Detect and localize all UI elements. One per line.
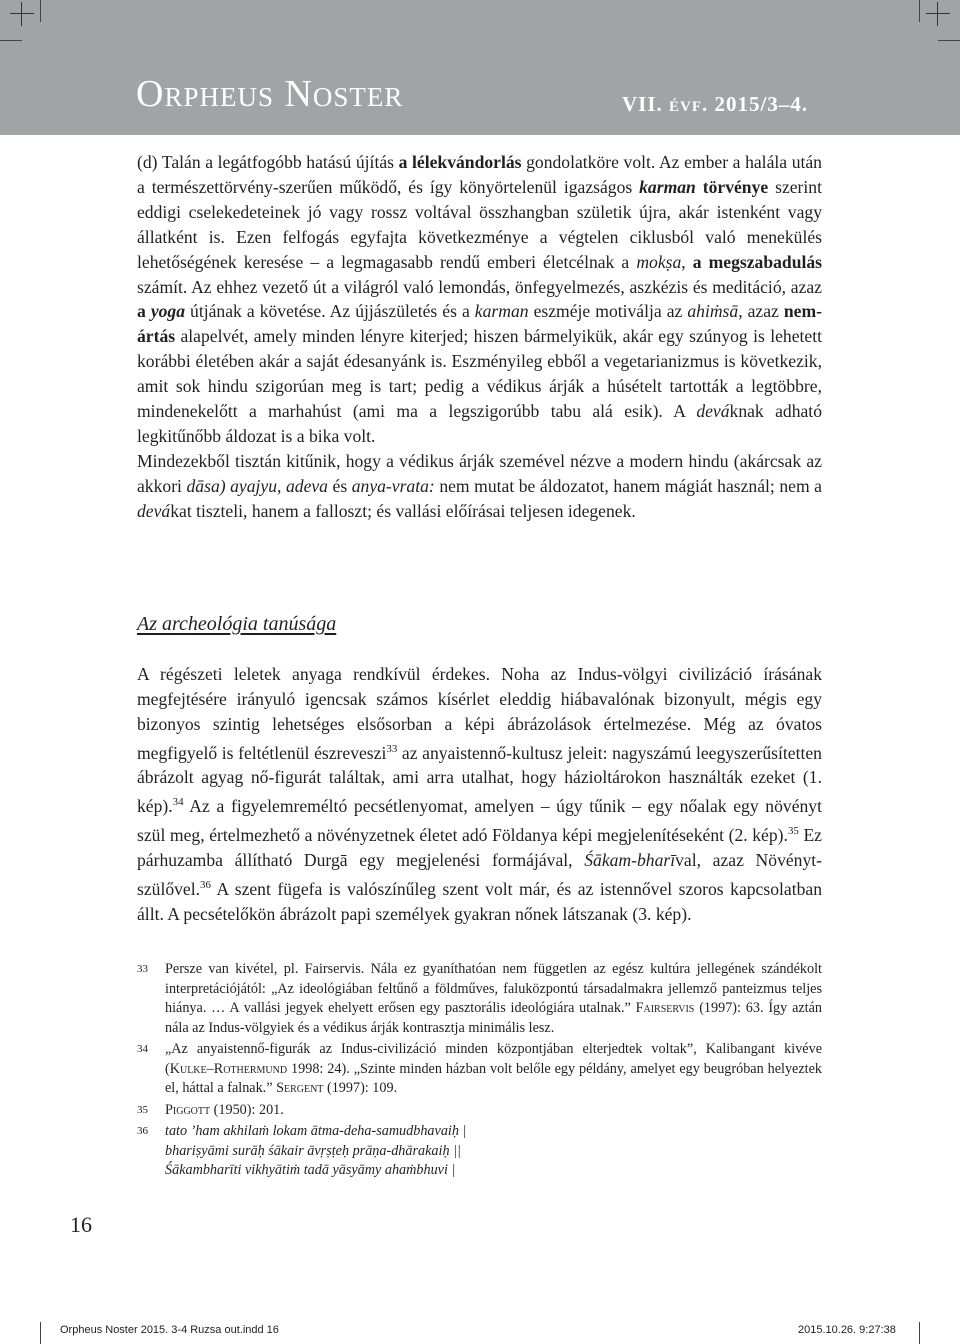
text-run: szerint eddigi cselekedeteinek jó vagy rossz voltával összhangban születik újra, akár istenként vagy állatként is. Ezen felfogás egyfajta következménye a végtelen ciklusból való menekülés lehetőségének keresése – a legmagasabb rendű emberi életcélnak a [137,176,822,272]
text-run: (1950): 201. [210,1101,284,1118]
text-run: ahiṁsā [687,301,739,322]
text-run: a megszabadulás [692,251,823,272]
text-run: A régészeti leletek anyaga rendkívül érdekes. Noha az Indus-völgyi civilizáció írásának megfejtésére irányuló igencsak számos kísérlet eleddig hiábavalónak bizonyult, mégis egy bizonyos szintig lehetséges elsősorban a képi ábrázolások értelmezése. Még az óvatos megfigyelő is feltétlenül észreveszi [137,664,822,763]
text-run: gondolatköre volt. Az ember a halála után a természettörvény-szerűen működő, és így könyörtelenül igazságos [137,152,822,197]
text-run: devá [137,500,171,521]
text-run: (1997): 63. Így aztán nála az Indus-völgyiek és a védikus árják kontrasztja minimális lesz. [165,1000,822,1036]
text-run: kat tiszteli, hanem a falloszt; és vallási előírásai teljesen idegenek. [170,500,636,521]
crop-mark [919,1322,920,1344]
text-run: val, azaz Növényt-szülővel. [137,849,823,899]
text-run: Piggott [165,1101,211,1118]
body-section-archeology [137,662,822,927]
footnote-verse-line: Śākambharīti vikhyātiṁ tadā yāsyāmy ahaṁbhuvi | [165,1162,456,1178]
text-run: törvénye [695,176,769,197]
footnote-number: 33 [137,963,148,975]
paragraph [137,449,822,524]
footnote-number: 34 [137,1043,148,1055]
text-run: devá [696,401,730,422]
text-run: Mindezekből tisztán kitűnik, hogy a védikus árják szemével nézve a modern hindu (akárcsak az akkori [137,450,822,496]
page-number: 16 [70,1212,92,1237]
body-section-d [137,150,822,524]
text-run: Ez párhuzamba állítható Durgā egy megjelenési formájával, [137,825,822,870]
journal-logo: Orpheus Noster [136,73,404,115]
text-run: A szent fügefa is valószínűleg szent volt már, és az istennővel szoros kapcsolatban állt. A pecsételőkön ábrázolt papi személyek gyakran nőnek látszanak (3. kép). [137,878,822,924]
paragraph [137,662,822,927]
footnote-ref: 33 [386,742,398,755]
text-run: Kulke–Rothermund [169,1060,288,1077]
crop-mark [0,40,22,41]
text-run: mokṣa [636,251,682,272]
text-run: yoga [150,301,186,322]
section-title: Az archeológia tanúsága [137,613,337,635]
text-run: Fairservis [635,1000,695,1016]
text-run: (d) Talán a legátfogóbb hatású újítás [137,152,399,172]
text-run: (1997): 109. [323,1080,398,1096]
paragraph [137,150,822,449]
text-run: alapelvét, amely minden lényre kiterjed; hiszen bármelyikük, akár egy szúnyog is lehetett korábbi életében akár a saját édesanyánk is. Eszményileg ebből a vegetarianizmus is következik, amit sok hindu szigorúan meg is tart; pedig a védikus árják a húsételt tartották a legtöbbre, mindenekelőtt a marhahúst (ami ma a legszigorúbb tabu alá esik). A [137,326,822,422]
text-run: Sergent [276,1080,324,1096]
text-run: nem mutat be áldozatot, hanem mágiát használ; nem a [434,475,822,496]
text-run: a [137,301,151,322]
footnote-ref: 35 [787,825,799,838]
registration-mark [926,2,950,26]
text-run: Persze van kivétel, pl. Fairservis. Nála ez gyaníthatóan nem független az egész kultúra jellegének szándékolt interpretációjától: „Az ideológiában feltűnő a földműves, faluközpontú társadalmakra jellemző panteizmus teljes hiánya. … A vallási jegyek ehelyett erősen egy pasztorális ideológiára utalnak.” [165,961,822,1016]
crop-mark [938,40,960,41]
text-run: karman [474,301,529,322]
footnote-number: 36 [137,1125,148,1137]
footnotes [137,960,822,1183]
text-run: „Az anyaistennő-figurák az Indus-civilizáció minden központjában elterjedtek voltak”, Kalibangant kivéve ( [165,1041,822,1077]
slug-timestamp: 2015.10.26. 9:27:38 [798,1324,896,1336]
text-run: a lélekvándorlás [398,152,522,172]
footnote-ref: 34 [172,796,184,809]
footnote-text [165,961,822,1036]
text-run: karman [639,176,696,197]
header-band [0,0,960,135]
footnote-verse-line: bhariṣyāmi surāḥ śākair āvṛṣṭeḥ prāṇa-dhārakaiḥ || [165,1142,461,1159]
text-run: anya-vrata: [351,475,435,496]
footnote [137,1101,822,1121]
text-run: dāsa) ayajyu, adeva [186,475,328,496]
footnote [137,960,822,1038]
footnote [137,1040,822,1099]
footnote-number: 35 [137,1103,148,1116]
text-run: nem-ártás [137,301,822,347]
footnote-ref: 36 [200,878,211,891]
text-run: Śākam-bharī [584,849,676,870]
slug-file: Orpheus Noster 2015. 3-4 Ruzsa out.indd 16 [60,1324,279,1336]
text-run: és [327,475,352,496]
text-run: az anyaistennő-kultusz jeleit: nagyszámú leegyszerűsítetten ábrázolt agyag nő-figurát találtak, ami arra utalhat, hogy házioltárokon használták ezeket (1. kép). [137,742,822,817]
footnote-text [165,1041,822,1096]
registration-mark [10,2,34,26]
text-run: , [681,251,693,272]
text-run: Az a figyelemreméltó pecsétlenyomat, amelyen – úgy tűnik – egy nőalak egy növényt szül meg, értelmezhető a növényzetnek életet adó Földanya képi megjelenítéseként (2. kép). [137,796,822,846]
text-run: eszméje motiválja az [528,301,688,322]
crop-mark [40,0,41,22]
issue-label: VII. évf. 2015/3–4. [622,92,809,116]
footnote [137,1122,822,1181]
text-run: 1998: 24). „Szinte minden házban volt belőle egy példány, amelyet egy beugróban helyeztek el, háttal a falnak.” [165,1060,822,1096]
text-run: , azaz [738,301,784,322]
footnote-text [165,1102,284,1118]
text-run: számít. Az ehhez vezető út a világról való lemondás, önfegyelmezés, aszkézis és meditáció, azaz [137,276,822,297]
crop-mark [919,0,920,22]
text-run: útjának a követése. Az újjászületés és a [185,301,475,322]
footnote-verse-line: tato ’ham akhilaṁ lokam ātma-deha-samudbhavaiḥ | [165,1123,467,1139]
crop-mark [40,1322,41,1344]
text-run: knak adható legkitűnőbb áldozat is a bika volt. [137,401,822,446]
